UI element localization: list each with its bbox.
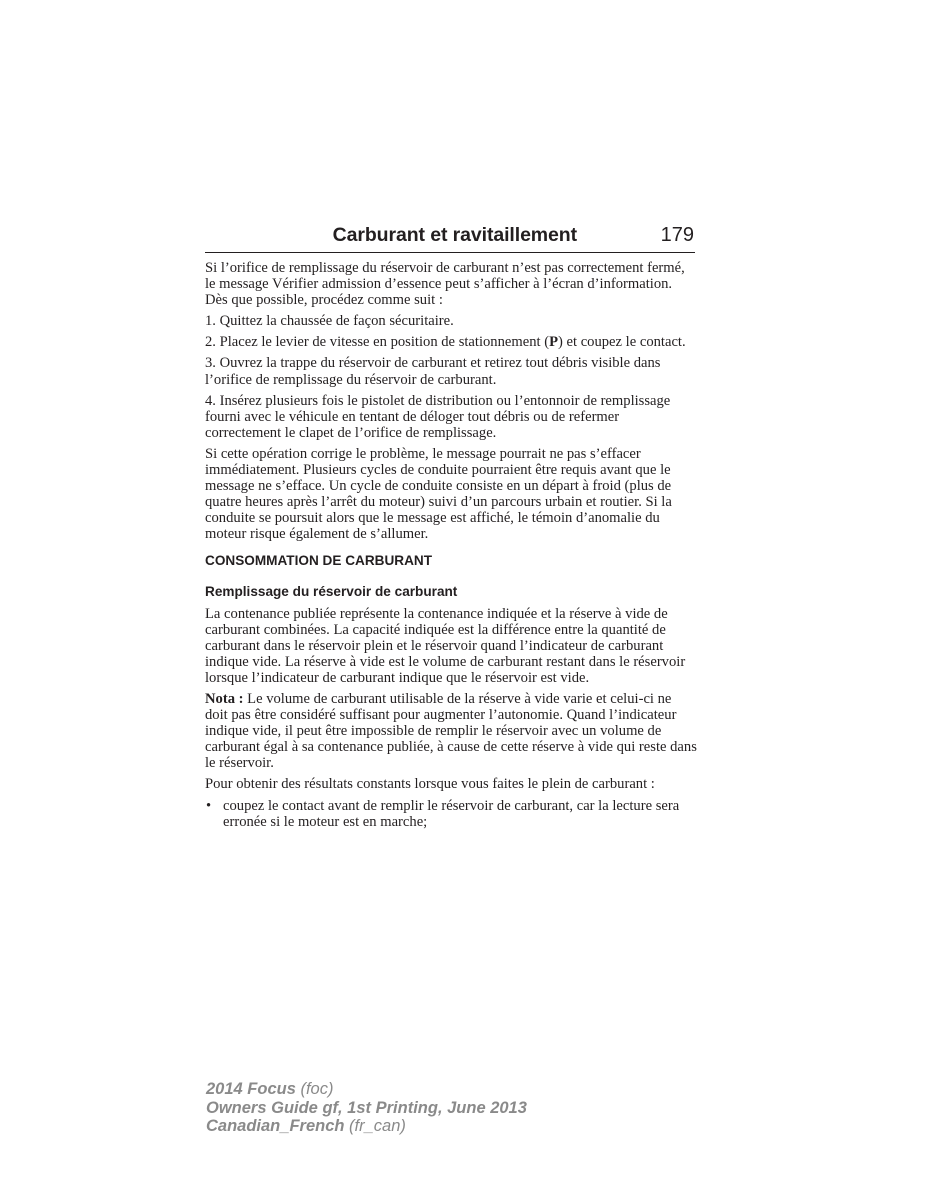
step-2 <box>205 334 697 350</box>
page-number: 179 <box>660 224 694 246</box>
after-steps-paragraph: Si cette opération corrige le problème, le message pourrait ne pas s’effacer immédiatement. Plusieurs cycles de conduite pourraient être requis avant que le message ne s’efface. Un cycle de conduite consiste en un départ à froid (plus de quatre heures après l’arrêt du moteur) suivi d’un parcours urbain et routier. Si la conduite se poursuit alors que le message est affiché, le témoin d’anomalie du moteur risque également de s’allumer. <box>205 445 672 543</box>
intro-paragraph: Si l’orifice de remplissage du réservoir de carburant n’est pas correctement fermé, le message Vérifier admission d’essence peut s’afficher à l’écran d’information. Dès que possible, procédez comme suit : <box>205 260 685 309</box>
park-position-label: P <box>549 334 558 351</box>
page-body <box>205 260 697 830</box>
note-label: Nota : <box>205 690 244 707</box>
footer-line-2: Owners Guide gf, 1st Printing, June 2013 <box>206 1098 527 1117</box>
step-3: 3. Ouvrez la trappe du réservoir de carburant et retirez tout débris visible dans l’orifice de remplissage du réservoir de carburant. <box>205 355 661 388</box>
results-intro: Pour obtenir des résultats constants lorsque vous faites le plein de carburant : <box>205 776 655 793</box>
footer-language-code: (fr_can) <box>344 1117 406 1135</box>
footer-line-1 <box>206 1080 527 1099</box>
footer-line-3 <box>206 1117 527 1136</box>
step-4: 4. Insérez plusieurs fois le pistolet de distribution ou l’entonnoir de remplissage fourni avec le véhicule en tentant de déloger tout débris ou de refermer correctement le clapet de l’orifice de remplissage. <box>205 392 671 441</box>
footer-model: 2014 Focus <box>206 1080 296 1098</box>
list-item <box>205 798 697 830</box>
page-header <box>205 222 695 253</box>
print-footer <box>206 1080 527 1136</box>
step-2-text-end: ) et coupez le contact. <box>558 334 686 351</box>
chapter-title: Carburant et ravitaillement <box>332 224 577 246</box>
bullet-text: coupez le contact avant de remplir le réservoir de carburant, car la lecture sera erronée si le moteur est en marche; <box>223 797 680 830</box>
footer-language: Canadian_French <box>206 1117 345 1135</box>
bullet-list <box>205 798 697 830</box>
bullet-icon: • <box>206 797 212 814</box>
note-text: Le volume de carburant utilisable de la réserve à vide varie et celui-ci ne doit pas être considéré suffisant pour augmenter l’autonomie. Quand l’indicateur indique vide, il peut être impossible de remplir le réservoir avec un volume de carburant égal à sa contenance publiée, à cause de cette réserve à vide qui reste dans le réservoir. <box>205 690 697 772</box>
section-heading: CONSOMMATION DE CARBURANT <box>205 552 433 568</box>
note-paragraph <box>205 691 697 771</box>
sub-heading: Remplissage du réservoir de carburant <box>205 583 458 599</box>
step-2-text-start: 2. Placez le levier de vitesse en position de stationnement ( <box>205 334 550 351</box>
footer-model-code: (foc) <box>295 1080 334 1098</box>
step-1: 1. Quittez la chaussée de façon sécuritaire. <box>205 313 454 330</box>
capacity-paragraph: La contenance publiée représente la contenance indiquée et la réserve à vide de carburant combinées. La capacité indiquée est la différence entre la quantité de carburant dans le réservoir plein et le réservoir quand l’indicateur de carburant indique vide. La réserve à vide est le volume de carburant restant dans le réservoir lorsque l’indicateur de carburant indique que le réservoir est vide. <box>205 605 686 686</box>
